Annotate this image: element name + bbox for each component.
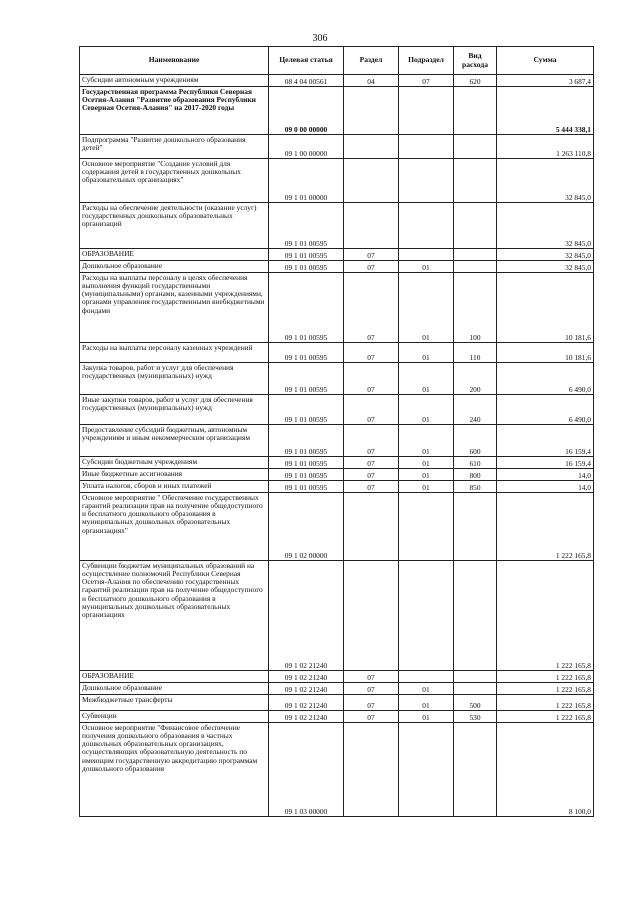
cell-subsection <box>399 87 454 135</box>
table-row <box>80 203 594 249</box>
table-body <box>80 75 594 817</box>
cell-sum: 6 490,0 <box>497 395 594 425</box>
cell-exp-type <box>454 159 497 203</box>
table-row <box>80 481 594 493</box>
table-row <box>80 683 594 695</box>
cell-target: 09 0 00 00000 <box>269 87 344 135</box>
cell-section <box>344 493 399 561</box>
cell-name: Расходы на выплаты персоналу казенных учреждений <box>80 343 269 363</box>
cell-subsection: 01 <box>399 343 454 363</box>
cell-sum: 3 687,4 <box>497 75 594 87</box>
cell-target: 09 1 03 00000 <box>269 723 344 817</box>
cell-name: Закупка товаров, работ и услуг для обеспечения государственных (муниципальных) нужд <box>80 363 269 395</box>
cell-subsection <box>399 671 454 683</box>
cell-target: 09 1 02 21240 <box>269 671 344 683</box>
table-row <box>80 159 594 203</box>
cell-name: Подпрограмма "Развитие дошкольного образования детей" <box>80 135 269 159</box>
cell-exp-type: 600 <box>454 425 497 457</box>
cell-subsection <box>399 493 454 561</box>
cell-exp-type <box>454 493 497 561</box>
cell-subsection: 01 <box>399 469 454 481</box>
header-name: Наименование <box>80 47 269 75</box>
cell-sum: 1 222 165,8 <box>497 695 594 711</box>
cell-subsection: 01 <box>399 481 454 493</box>
cell-name: Субвенции <box>80 711 269 723</box>
cell-sum: 1 222 165,8 <box>497 671 594 683</box>
table-row <box>80 75 594 87</box>
cell-sum: 16 159,4 <box>497 457 594 469</box>
cell-section: 07 <box>344 695 399 711</box>
header-subsection: Подраздел <box>399 47 454 75</box>
cell-name: Расходы на выплаты персоналу в целях обеспечения выполнения функций государственными (муниципальными) органами, казенными учреждениями, органами управления государственными внебюджетными фондами <box>80 273 269 343</box>
cell-section: 07 <box>344 481 399 493</box>
cell-subsection: 01 <box>399 363 454 395</box>
table-row <box>80 273 594 343</box>
cell-sum: 10 181,6 <box>497 273 594 343</box>
cell-exp-type: 500 <box>454 695 497 711</box>
cell-exp-type <box>454 203 497 249</box>
table-row <box>80 425 594 457</box>
cell-sum: 1 222 165,8 <box>497 493 594 561</box>
table-row <box>80 363 594 395</box>
cell-name: ОБРАЗОВАНИЕ <box>80 671 269 683</box>
cell-section: 07 <box>344 343 399 363</box>
cell-section: 07 <box>344 395 399 425</box>
cell-sum: 32 845,0 <box>497 203 594 249</box>
cell-name: Основное мероприятие "Создание условий для содержания детей в государственных дошкольных образовательных организациях" <box>80 159 269 203</box>
cell-sum: 10 181,6 <box>497 343 594 363</box>
cell-sum: 5 444 338,1 <box>497 87 594 135</box>
cell-sum: 1 222 165,8 <box>497 561 594 671</box>
cell-exp-type <box>454 135 497 159</box>
cell-section: 07 <box>344 273 399 343</box>
table-row <box>80 261 594 273</box>
cell-exp-type <box>454 249 497 261</box>
cell-name: Уплата налогов, сборов и иных платежей <box>80 481 269 493</box>
cell-subsection <box>399 159 454 203</box>
cell-name: Межбюджетные трансферты <box>80 695 269 711</box>
cell-name: Основное мероприятие "Финансовое обеспечение получения дошкольного образования в частных дошкольных образовательных организациях, осуществляющих образовательную деятельность по имеющим государственную аккредитацию программам дошкольного образования <box>80 723 269 817</box>
cell-name: Иные бюджетные ассигнования <box>80 469 269 481</box>
header-target: Целевая статья <box>269 47 344 75</box>
cell-exp-type: 850 <box>454 481 497 493</box>
cell-subsection: 01 <box>399 425 454 457</box>
cell-section: 07 <box>344 683 399 695</box>
cell-sum: 14,0 <box>497 469 594 481</box>
cell-target: 09 1 01 00595 <box>269 469 344 481</box>
header-exp-type: Вид расхода <box>454 47 497 75</box>
cell-exp-type: 530 <box>454 711 497 723</box>
cell-target: 09 1 02 21240 <box>269 683 344 695</box>
table-header-row <box>80 47 594 75</box>
cell-subsection <box>399 203 454 249</box>
cell-subsection <box>399 561 454 671</box>
header-sum: Сумма <box>497 47 594 75</box>
cell-target: 09 1 00 00000 <box>269 135 344 159</box>
cell-target: 08 4 04 00561 <box>269 75 344 87</box>
cell-section: 07 <box>344 261 399 273</box>
cell-section: 07 <box>344 363 399 395</box>
cell-subsection: 01 <box>399 273 454 343</box>
cell-section <box>344 723 399 817</box>
cell-subsection <box>399 249 454 261</box>
cell-exp-type: 240 <box>454 395 497 425</box>
cell-target: 09 1 01 00595 <box>269 363 344 395</box>
cell-name: Субсидии автономным учреждениям <box>80 75 269 87</box>
table-row <box>80 457 594 469</box>
table-row <box>80 695 594 711</box>
cell-section <box>344 135 399 159</box>
cell-name: ОБРАЗОВАНИЕ <box>80 249 269 261</box>
cell-sum: 8 100,0 <box>497 723 594 817</box>
cell-target: 09 1 01 00595 <box>269 273 344 343</box>
cell-exp-type <box>454 87 497 135</box>
cell-section: 04 <box>344 75 399 87</box>
cell-section: 07 <box>344 249 399 261</box>
cell-target: 09 1 01 00595 <box>269 395 344 425</box>
budget-table <box>79 46 594 817</box>
cell-target: 09 1 01 00595 <box>269 343 344 363</box>
cell-target: 09 1 02 21240 <box>269 695 344 711</box>
cell-name: Субвенции бюджетам муниципальных образований на осуществление полномочий Республики Северная Осетия-Алания по обеспечению государственных гарантий реализации прав на получение общедоступного и бесплатного дошкольного образования в муниципальных дошкольных образовательных организациях <box>80 561 269 671</box>
cell-name: Основное мероприятие " Обеспечение государственных гарантий реализации прав на получение общедоступного и бесплатного дошкольного образования в муниципальных дошкольных образовательных организациях" <box>80 493 269 561</box>
cell-name: Предоставление субсидий бюджетным, автономным учреждениям и иным некоммерческим организациям <box>80 425 269 457</box>
cell-exp-type <box>454 261 497 273</box>
cell-target: 09 1 01 00595 <box>269 457 344 469</box>
table-row <box>80 561 594 671</box>
cell-exp-type <box>454 683 497 695</box>
cell-name: Дошкольное образование <box>80 683 269 695</box>
cell-subsection: 07 <box>399 75 454 87</box>
cell-exp-type: 200 <box>454 363 497 395</box>
cell-section: 07 <box>344 671 399 683</box>
cell-sum: 14,0 <box>497 481 594 493</box>
cell-sum: 6 490,0 <box>497 363 594 395</box>
cell-sum: 1 263 110,8 <box>497 135 594 159</box>
cell-section <box>344 87 399 135</box>
cell-subsection: 01 <box>399 457 454 469</box>
cell-target: 09 1 02 00000 <box>269 493 344 561</box>
cell-exp-type <box>454 561 497 671</box>
cell-target: 09 1 01 00595 <box>269 425 344 457</box>
table-row <box>80 469 594 481</box>
cell-target: 09 1 01 00000 <box>269 159 344 203</box>
cell-exp-type: 100 <box>454 273 497 343</box>
table-row <box>80 671 594 683</box>
cell-target: 09 1 01 00595 <box>269 481 344 493</box>
cell-section: 07 <box>344 711 399 723</box>
cell-name: Субсидии бюджетным учреждениям <box>80 457 269 469</box>
cell-subsection <box>399 723 454 817</box>
page-number: 306 <box>312 33 328 44</box>
cell-section: 07 <box>344 469 399 481</box>
cell-section <box>344 561 399 671</box>
table-row <box>80 723 594 817</box>
cell-section: 07 <box>344 425 399 457</box>
cell-exp-type: 800 <box>454 469 497 481</box>
cell-subsection: 01 <box>399 695 454 711</box>
table-row <box>80 249 594 261</box>
cell-section <box>344 203 399 249</box>
table-row <box>80 493 594 561</box>
cell-exp-type: 110 <box>454 343 497 363</box>
cell-name: Государственная программа Республики Северная Осетия-Алания "Развитие образования Республики Северная Осетия-Алания" на 2017-2020 годы <box>80 87 269 135</box>
cell-name: Расходы на обеспечение деятельности (оказание услуг) государственных дошкольных образовательных организаций <box>80 203 269 249</box>
cell-name: Дошкольное образование <box>80 261 269 273</box>
cell-subsection: 01 <box>399 395 454 425</box>
cell-subsection: 01 <box>399 683 454 695</box>
cell-sum: 32 845,0 <box>497 249 594 261</box>
cell-target: 09 1 01 00595 <box>269 261 344 273</box>
cell-target: 09 1 01 00595 <box>269 249 344 261</box>
table-row <box>80 87 594 135</box>
cell-target: 09 1 01 00595 <box>269 203 344 249</box>
cell-exp-type: 620 <box>454 75 497 87</box>
cell-sum: 32 845,0 <box>497 159 594 203</box>
header-section: Раздел <box>344 47 399 75</box>
cell-target: 09 1 02 21240 <box>269 711 344 723</box>
table-row <box>80 395 594 425</box>
table-row <box>80 135 594 159</box>
cell-subsection: 01 <box>399 711 454 723</box>
cell-exp-type <box>454 671 497 683</box>
cell-sum: 16 159,4 <box>497 425 594 457</box>
table-row <box>80 343 594 363</box>
table-row <box>80 711 594 723</box>
cell-exp-type: 610 <box>454 457 497 469</box>
cell-sum: 1 222 165,8 <box>497 711 594 723</box>
cell-target: 09 1 02 21240 <box>269 561 344 671</box>
cell-exp-type <box>454 723 497 817</box>
cell-section <box>344 159 399 203</box>
cell-subsection <box>399 135 454 159</box>
cell-subsection: 01 <box>399 261 454 273</box>
cell-sum: 1 222 165,8 <box>497 683 594 695</box>
cell-name: Иные закупки товаров, работ и услуг для обеспечения государственных (муниципальных) нужд <box>80 395 269 425</box>
cell-sum: 32 845,0 <box>497 261 594 273</box>
cell-section: 07 <box>344 457 399 469</box>
